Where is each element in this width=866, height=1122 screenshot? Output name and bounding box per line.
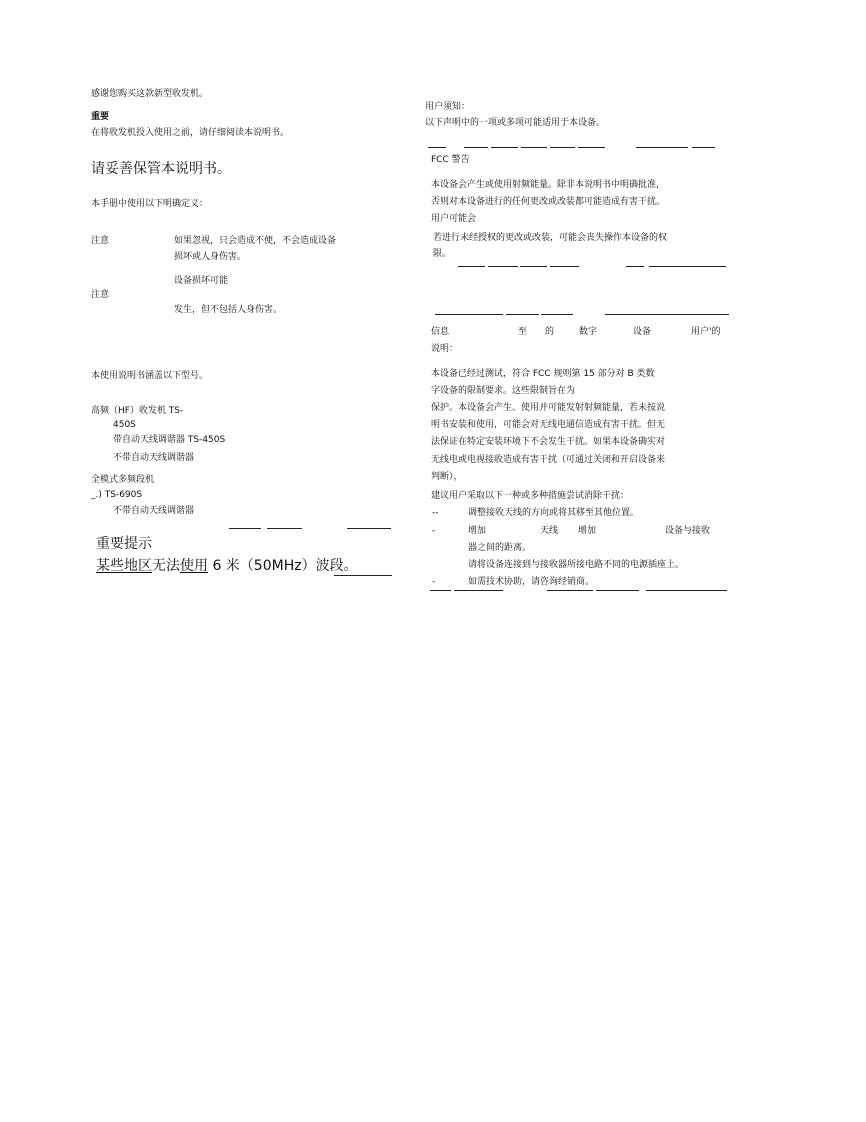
model-line: 不带自动天线调谐器 xyxy=(113,453,195,463)
divider xyxy=(547,590,593,591)
divider xyxy=(626,266,644,267)
notice-part: 无法 xyxy=(152,558,180,574)
bullet-text: 设备与接收 xyxy=(665,526,711,536)
fcc-text: 若进行未经授权的更改或改装，可能会丧失操作本设备的权 xyxy=(433,233,668,243)
model-line: _.) TS-690S xyxy=(91,490,143,500)
divider xyxy=(491,147,518,148)
statement-text: 以下声明中的一项或多项可能适用于本设备。 xyxy=(425,118,606,128)
caution-text: 损坏或人身伤害。 xyxy=(174,252,247,262)
divider xyxy=(428,147,446,148)
body-text: 明书安装和使用，可能会对无线电通信造成有害干扰。但无 xyxy=(431,420,666,430)
body-text: 法保证在特定安装环境下不会发生干扰。如果本设备确实对 xyxy=(431,437,666,447)
divider xyxy=(605,314,729,315)
divider xyxy=(334,575,392,576)
model-line: 全模式多频段机 xyxy=(91,475,155,485)
divider xyxy=(596,590,639,591)
bullet-mark: - xyxy=(432,526,436,536)
info-word: 设备 xyxy=(633,327,652,337)
body-text: 保护。本设备会产生、使用并可能发射射频能量，若未按说 xyxy=(431,403,666,413)
divider xyxy=(578,147,605,148)
bullet-mark: - xyxy=(432,577,436,587)
bullet-text: 调整接收天线的方向或将其移至其他位置。 xyxy=(468,508,640,518)
bullet-text: 器之间的距离。 xyxy=(468,543,532,553)
caution-text: 设备损坏可能 xyxy=(174,276,229,286)
divider xyxy=(229,528,261,529)
info-word: 的 xyxy=(545,327,555,337)
fcc-text: 用户可能会 xyxy=(431,214,477,224)
body-text: 字设备的限制要求。这些限制旨在为 xyxy=(431,386,576,396)
body-text: 本设备已经过测试，符合 FCC 规则第 15 部分对 B 类数 xyxy=(431,369,655,379)
divider xyxy=(347,528,391,529)
notice-part: 某些地区 xyxy=(96,558,152,574)
model-line: 带自动天线调谐器 TS-450S xyxy=(113,435,226,445)
keep-manual-text: 请妥善保管本说明书。 xyxy=(91,161,231,177)
fcc-text: 本设备会产生或使用射频能量。除非本说明书中明确批准， xyxy=(431,180,666,190)
definitions-intro: 本手册中使用以下明确定义： xyxy=(91,199,209,209)
caution-text: 发生，但不包括人身伤害。 xyxy=(174,305,283,315)
divider xyxy=(430,590,451,591)
notice-part: 使用 xyxy=(180,558,208,574)
model-line: 高频（HF）收发机 TS- xyxy=(91,406,184,416)
divider xyxy=(506,314,539,315)
bullet-text: 如需技术协助，请咨询经销商。 xyxy=(468,577,595,587)
caution-text: 如果忽视，只会造成不便，不会造成设备 xyxy=(174,236,337,246)
divider xyxy=(435,314,503,315)
info-word: 数字 xyxy=(579,327,598,337)
fcc-text: 限。 xyxy=(433,249,452,259)
divider xyxy=(454,590,503,591)
body-text: 判断）， xyxy=(431,472,463,482)
body-text: 无线电或电视接收造成有害干扰（可通过关闭和开启设备来 xyxy=(431,455,666,465)
bullet-text: 增加 xyxy=(578,526,597,536)
bullet-text: 增加 xyxy=(468,526,487,536)
bullet-mark: -- xyxy=(432,508,439,518)
divider xyxy=(521,147,547,148)
divider xyxy=(692,147,715,148)
model-line: 450S xyxy=(113,420,136,430)
divider xyxy=(488,266,518,267)
fcc-text: 否则对本设备进行的任何更改或改装都可能造成有害干扰。 xyxy=(431,197,666,207)
divider xyxy=(464,147,488,148)
divider xyxy=(520,266,547,267)
divider xyxy=(636,147,688,148)
model-line: 不带自动天线调谐器 xyxy=(113,506,195,516)
caution-label: 注意 xyxy=(91,290,110,300)
fcc-heading: FCC 警告 xyxy=(431,155,470,165)
divider xyxy=(646,590,727,591)
important-heading: 重要 xyxy=(91,112,110,122)
divider xyxy=(649,266,676,267)
bullet-text: 请将设备连接到与接收器所接电路不同的电源插座上。 xyxy=(468,560,685,570)
divider xyxy=(676,266,726,267)
user-notice-heading: 用户须知： xyxy=(425,102,471,112)
explain-label: 说明： xyxy=(431,344,459,354)
divider xyxy=(550,266,579,267)
important-text: 在将收发机投入使用之前，请仔细阅读本说明书。 xyxy=(91,128,290,138)
body-text: 建议用户采取以下一种或多种措施尝试消除干扰： xyxy=(431,491,630,501)
caution-label: 注意 xyxy=(91,236,110,246)
divider xyxy=(550,147,575,148)
thanks-text: 感谢您购买这款新型收发机。 xyxy=(91,89,209,99)
notice-text xyxy=(96,558,358,575)
divider xyxy=(541,314,573,315)
notice-heading: 重要提示 xyxy=(96,536,152,552)
divider xyxy=(267,528,302,529)
info-word: 信息 xyxy=(431,327,450,337)
notice-part: 6 米（50MHz）波段。 xyxy=(208,558,358,574)
info-word: 用户'的 xyxy=(691,327,721,337)
divider xyxy=(458,266,485,267)
bullet-text: 天线 xyxy=(540,526,559,536)
models-intro: 本使用说明书涵盖以下型号。 xyxy=(91,371,209,381)
info-word: 至 xyxy=(518,327,528,337)
